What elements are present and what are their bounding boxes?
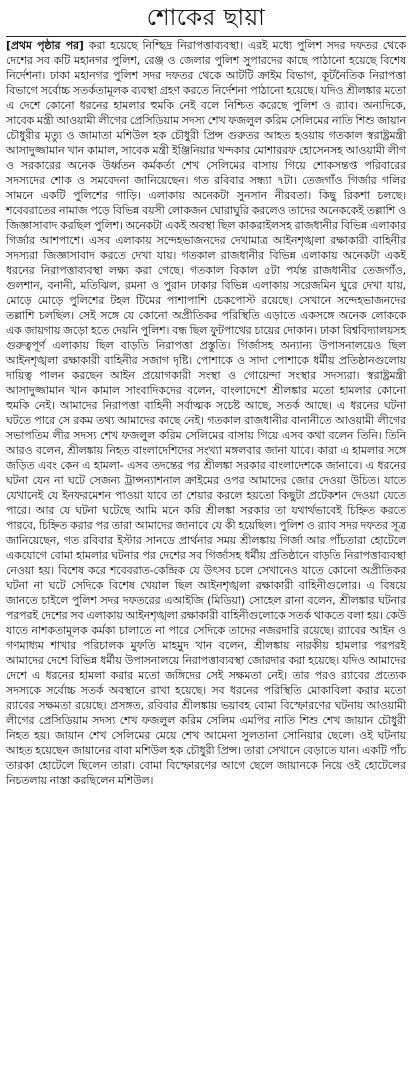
continuation-label: [প্রথম পৃষ্ঠার পর] bbox=[6, 39, 84, 52]
article-text: করা হয়েছে নিশ্ছিদ্র নিরাপত্তাব্যবস্থা। এরই মধ্যে পুলিশ সদর দফতর থেকে দেশের সব কটি মহানগর পুলিশ, রেঞ্জ ও জেলার পুলিশ সুপারদের কাছে পাঠানো হয়েছে বিশেষ নির্দেশনা। ঢাকা মহানগর পুলিশ সদর দফতর থেকে আটটি ক্রাইম বিভাগ, কূটনৈতিক নিরাপত্তা বিভাগে সর্বোচ্চ সতর্কতামূলক ব্যবস্থা গ্রহণ করতে নির্দেশনা পাঠানো হয়েছে। যদিও শ্রীলঙ্কার মতো এ দেশে কোনো ধরনের হামলার হুমকি নেই বলে নিশ্চিত করেছে পুলিশ ও র‌্যাব। অন্যদিকে, সাবেক মন্ত্রী আওয়ামী লীগের প্রেসিডিয়াম সদস্য শেখ ফজলুল করিম সেলিমের নাতি শিশু জায়ান চৌধুরীর মৃত্যু ও জামাতা মশিউল হক চৌধুরী প্রিন্স গুরুতর আহত হওয়ায় গতকাল স্বরাষ্ট্রমন্ত্রী আসাদুজ্জামান খান কামাল, সাবেক মন্ত্রী ইঞ্জিনিয়ার খন্দকার মোশাররফ হোসেনসহ আওয়ামী লীগ ও সরকারের অনেক উর্ধ্বতন কর্মকর্তা শেখ সেলিমের বাসায় গিয়ে শোকসন্তপ্ত পরিবারের সদস্যদের শোক ও সমবেদনা জানিয়েছেন। গত রবিবার সন্ধ্যা ৭টা। তেজগাঁও গির্জার গলির সামনে একটি পুলিশের গাড়ি। এলাকায় অনেকটা সুনসান নীরবতা। কিছু রিকশা চলছে। শবেবরাতের নামাজ পড়ে বিভিন্ন বয়সী লোকজন ঘোরাঘুরি করলেও তাদের অনেককেই তল্লাশি ও জিজ্ঞাসাবাদ করছিল পুলিশ। অনেকটা একই অবস্থা ছিল কাকরাইলসহ রাজধানীর বিভিন্ন এলাকার গির্জার আশপাশে। এসব এলাকায় সন্দেহভাজনদের দেখামাত্র আইনশৃঙ্খলা রক্ষাকারী বাহিনীর সদস্যরা জিজ্ঞাসাবাদ করতে দেখা যায়। গতকাল রাজধানীর বিভিন্ন এলাকায় অনেকটা একই ধরনের নিরাপত্তাব্যবস্থা লক্ষ্য করা গেছে। গতকাল বিকাল ৫টা পর্যন্ত রাজধানীর তেজগাঁও, গুলশান, বনানী, মতিঝিল, রমনা ও পুরান ঢাকার বিভিন্ন এলাকায় সরেজমিন ঘুরে দেখা যায়, মোড়ে মোড়ে পুলিশের টহল টিমের পাশাপাশি চেকপোস্ট রয়েছে। সেখানে সন্দেহভাজনদের তল্লাশি চলছিল। সেই সঙ্গে যে কোনো অপ্রীতিকর পরিস্থিতি এড়াতে একসঙ্গে অনেক লোককে এক জায়গায় জড়ো হতে দেয়নি পুলিশ। বন্ধ ছিল ফুটপাথের চায়ের দোকান। ঢাকা বিশ্ববিদ্যালয়সহ গুরুত্বপূর্ণ এলাকায় ছিল বাড়তি নিরাপত্তা প্রস্তুতি। গির্জাসহ অন্যান্য উপাসনালয়েও ছিল আইনশৃঙ্খলা রক্ষাকারী বাহিনীর সজাগ দৃষ্টি। পোশাকে ও সাদা পোশাকে ধর্মীয় প্রতিষ্ঠানগুলোয় দায়িত্ব পালন করছেন আইন প্রয়োগকারী সংস্থা ও গোয়েন্দা সংস্থার সদস্যরা। স্বরাষ্ট্রমন্ত্রী আসাদুজ্জামান খান কামাল সাংবাদিকদের বলেন, বাংলাদেশে শ্রীলঙ্কার মতো হামলার কোনো হুমকি নেই। আমাদের নিরাপত্তা বাহিনী সর্বাত্মক সচেষ্ট আছে, সতর্ক আছে। এ ধরনের ঘটনা ঘটতে পারে সে রকম তথ্য আমাদের কাছে নেই। গতকাল রাজধানীর বানানীতে আওয়ামী লীগের সভাপতিম লীর সদস্য শেখ ফজলুল করিম সেলিমের বাসায় গিয়ে এসব কথা বলেন তিনি। তিনি আরও বলেন, শ্রীলঙ্কায় নিহত বাংলাদেশিদের সংখ্যা মঙ্গলবার জানা যাবে। কারা এ হামলার সঙ্গে জড়িত এবং কেন এ হামলা- এসব তদন্তের পর শ্রীলঙ্কা সরকার বাংলাদেশকে জানাবে। এ ধরনের ঘটনা যেন না ঘটে সেজন্য ট্রান্সন্যাশনাল ক্রাইমের ওপর আমাদের জোর দেওয়া উচিত। যাতে যেখানেই যে ইনফরমেশন পাওয়া যাবে তা শেয়ার করলে হয়তো কিছুটা প্রটেকশন দেওয়া যেতে পারে। আর যে ঘটনা ঘটেছে আমি মনে করি শ্রীলঙ্কা সরকার তা যথার্থভাবেই চিহ্নিত করতে পারবে, চিহ্নিত করার পর তারা আমাদের জানাবে যে কী হয়েছিল। পুলিশ ও র‌্যাব সদর দফতর সূত্র জানিয়েছেন, গত রবিবার ইস্টার সানডে প্রার্থনার সময় শ্রীলঙ্কায় গির্জা আর পাঁচতারা হোটেলে একযোগে বোমা হামলার ঘটনার পর দেশের সব গির্জাসহ ধর্মীয় প্রতিষ্ঠানে বাড়তি নিরাপত্তাব্যবস্থা নেওয়া হয়। বিশেষ করে শবেবরাত-কেন্দ্রিক যে উৎসব চলে সেখানেও যাতে কোনো অপ্রীতিকর ঘটনা না ঘটে সেদিকে বিশেষ খেয়াল ছিল আইনশৃঙ্খলা রক্ষাকারী বাহিনীগুলোর। এ বিষয়ে জানতে চাইলে পুলিশ সদর দফতরের এআইজি (মিডিয়া) সোহেল রানা বলেন, শ্রীলঙ্কার ঘটনার পরপরই দেশের সব এলাকায় আইনশৃঙ্খলা রক্ষাকারী বাহিনীগুলোকে সতর্ক থাকতে বলা হয়। কেউ যাতে নাশকতামূলক কর্মকা চালাতে না পারে সেদিকে তাদের নজরদারি রয়েছে। র‌্যাবের আইন ও গণমাধ্যম শাখার পরিচালক মুফতি মাহমুদ খান বলেন, শ্রীলঙ্কায় নারকীয় হামলার পরপরই আমাদের দেশে বিভিন্ন ধর্মীয় উপাসনালয়ে নিরাপত্তাব্যবস্থা জোরদার করা হয়েছে। যদিও আমাদের দেশে এ ধরনের হামলা করার মতো জঙ্গিদের সেই সক্ষমতা নেই। তার পরও র‌্যাবের প্রত্যেক সদস্যকে সর্বোচ্চ সতর্ক অবস্থানে রাখা হয়েছে। সব ধরনের পরিস্থিতি মোকাবিলা করার মতো র‌্যাবের সক্ষমতা রয়েছে। প্রসঙ্গত, রবিবার শ্রীলঙ্কায় ভয়াবহ বোমা বিস্ফোরণের ঘটনায় আওয়ামী লীগের প্রেসিডিয়াম সদস্য শেখ ফজলুল করিম সেলিম এমপির নাতি শিশু শেখ জায়ান চৌধুরী নিহত হয়। জায়ান শেখ সেলিমের মেয়ে শেখ আমেনা সুলতানা সোনিয়ার ছেলে। ওই ঘটনায় আহত হয়েছেন জায়ানের বাবা মশিউল হক চৌধুরী প্রিন্স। তারা সেখানে বেড়াতে যান। একটি পাঁচ তারকা হোটেলে ছিলেন তারা। বোমা বিস্ফোরণের আগে ছেলে জায়ানকে নিয়ে ওই হোটেলের নিচতলায় নাস্তা করছিলেন মশিউল। bbox=[6, 39, 406, 787]
article-title: শোকের ছায়া bbox=[146, 4, 266, 31]
article-body bbox=[6, 38, 406, 788]
